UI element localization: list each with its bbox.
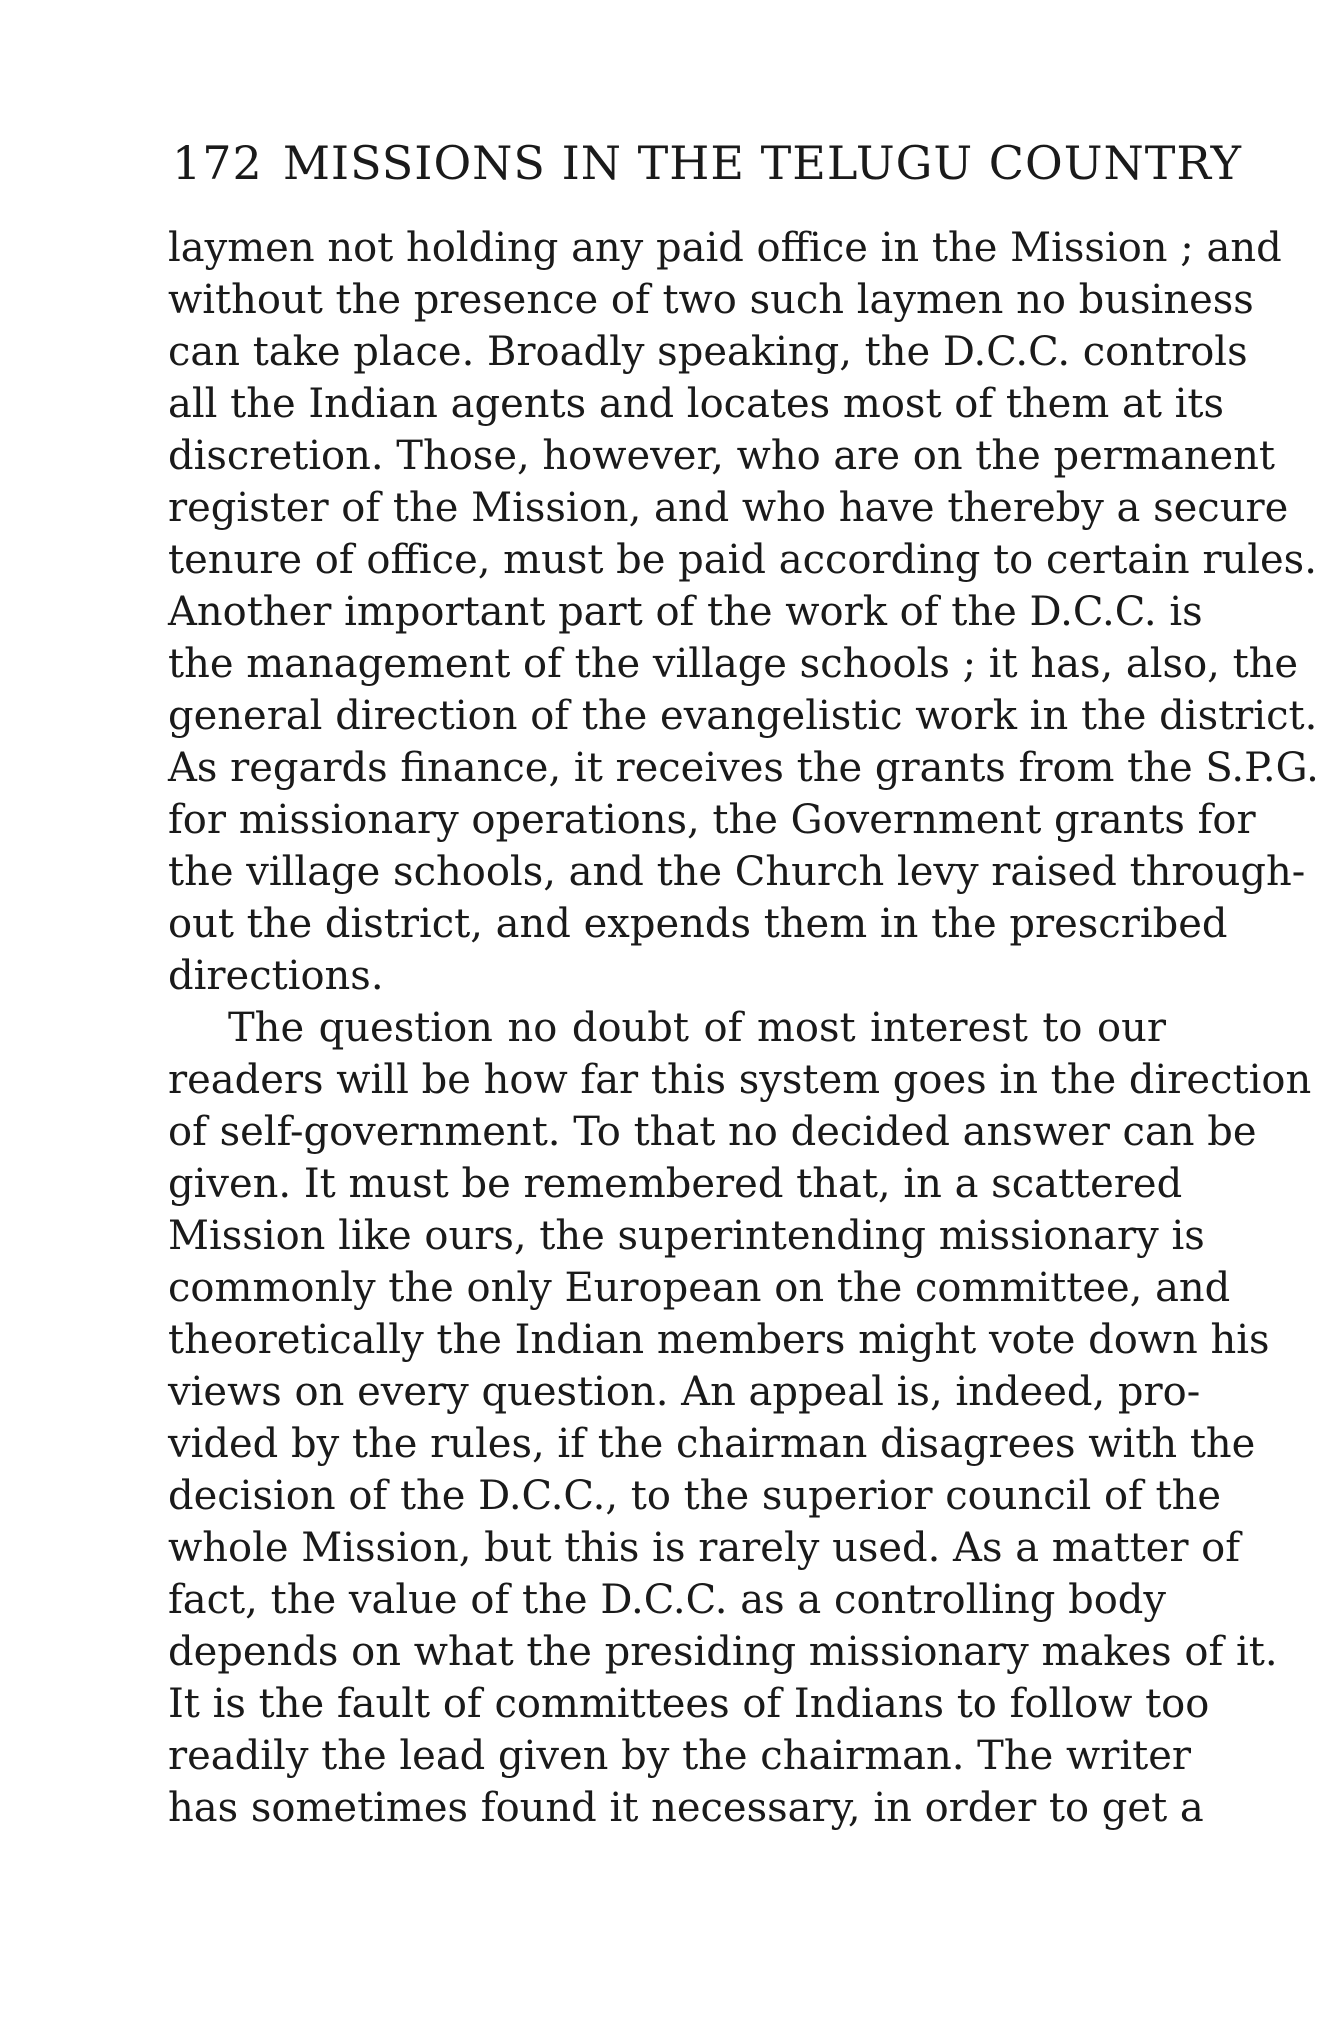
text-line: out the district, and expends them in the prescribed — [168, 901, 1228, 947]
running-header — [172, 136, 1242, 190]
text-line: commonly the only European on the committee, and — [168, 1265, 1231, 1311]
text-line: fact, the value of the D.C.C. as a controlling body — [168, 1577, 1166, 1623]
text-line: has sometimes found it necessary, in order to get a — [168, 1785, 1204, 1831]
body-text — [168, 222, 1319, 1834]
text-line: whole Mission, but this is rarely used. As a matter of — [168, 1525, 1241, 1571]
text-line: can take place. Broadly speaking, the D.C.C. controls — [168, 329, 1248, 375]
text-line: tenure of office, must be paid according to certain rules. — [168, 537, 1317, 583]
text-line: It is the fault of committees of Indians to follow too — [168, 1681, 1210, 1727]
text-line: theoretically the Indian members might vote down his — [168, 1317, 1270, 1363]
text-line: decision of the D.C.C., to the superior council of the — [168, 1473, 1222, 1519]
text-line: The question no doubt of most interest to our — [228, 1005, 1166, 1051]
paragraph — [168, 222, 1319, 1002]
text-line: directions. — [168, 953, 384, 999]
text-line: readily the lead given by the chairman. The writer — [168, 1733, 1192, 1779]
text-line: depends on what the presiding missionary makes of it. — [168, 1629, 1278, 1675]
text-line: discretion. Those, however, who are on the permanent — [168, 433, 1275, 479]
text-line: for missionary operations, the Government grants for — [168, 797, 1256, 843]
text-line: readers will be how far this system goes in the direction — [168, 1057, 1312, 1103]
text-line: all the Indian agents and locates most of them at its — [168, 381, 1225, 427]
text-line: Mission like ours, the superintending missionary is — [168, 1213, 1205, 1259]
text-line: general direction of the evangelistic work in the district. — [168, 693, 1318, 739]
text-line: register of the Mission, and who have thereby a secure — [168, 485, 1289, 531]
text-line: the village schools, and the Church levy raised through- — [168, 849, 1306, 895]
text-line: given. It must be remembered that, in a scattered — [168, 1161, 1183, 1207]
paragraph — [168, 1002, 1312, 1834]
text-line: views on every question. An appeal is, indeed, pro- — [168, 1369, 1201, 1415]
text-line: As regards finance, it receives the grants from the S.P.G. — [168, 745, 1319, 791]
running-title: MISSIONS IN THE TELUGU COUNTRY — [282, 136, 1242, 190]
page-number: 172 — [172, 136, 263, 190]
text-line: of self-government. To that no decided answer can be — [168, 1109, 1257, 1155]
text-line: laymen not holding any paid office in the Mission ; and — [168, 225, 1282, 271]
text-line: without the presence of two such laymen no business — [168, 277, 1254, 323]
text-line: vided by the rules, if the chairman disagrees with the — [168, 1421, 1256, 1467]
text-line: Another important part of the work of the D.C.C. is — [168, 589, 1203, 635]
text-line: the management of the village schools ; it has, also, the — [168, 641, 1299, 687]
